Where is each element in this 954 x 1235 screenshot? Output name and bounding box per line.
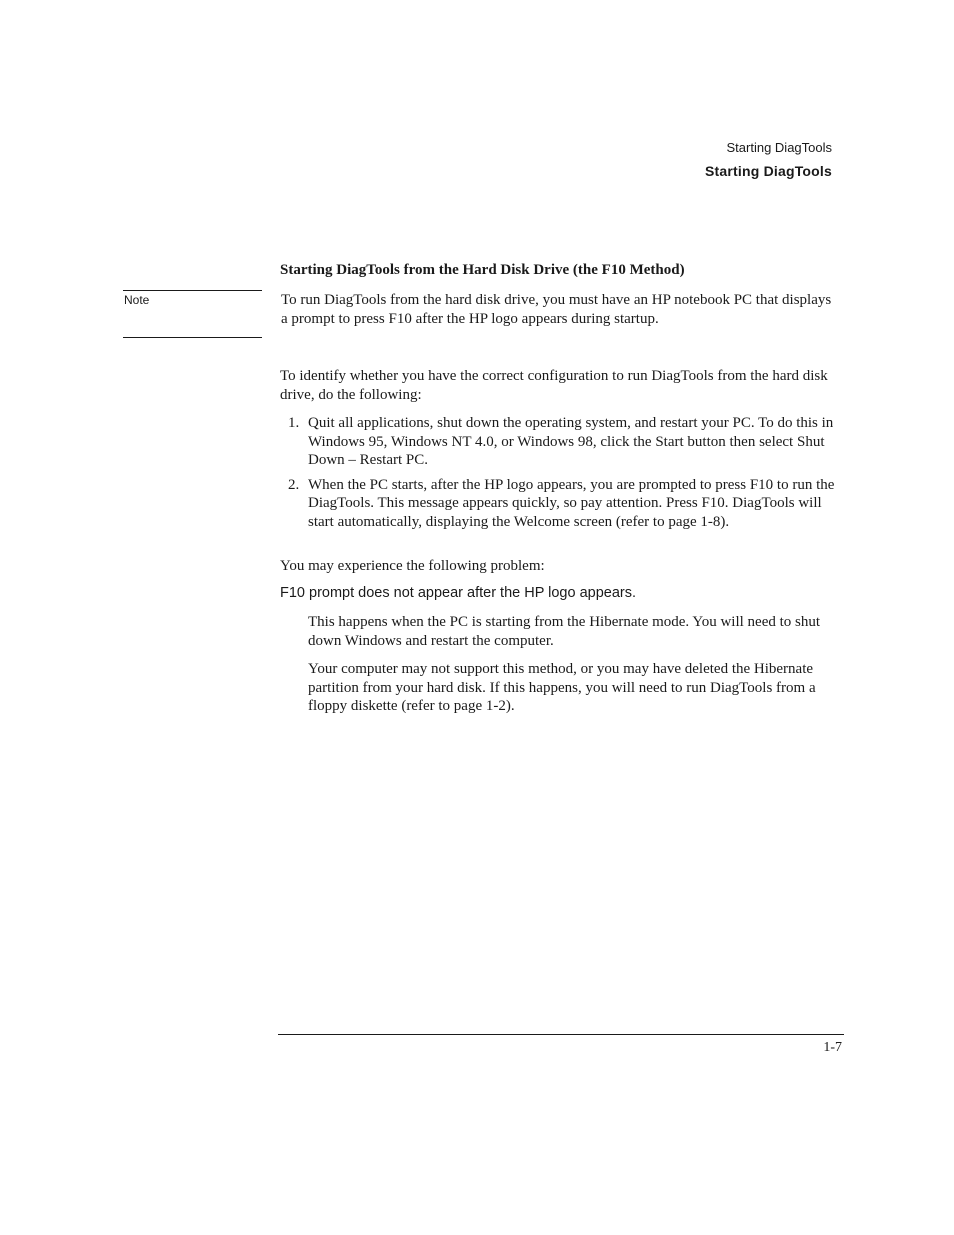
page-number: 1-7: [823, 1040, 842, 1055]
footer-rule: [278, 1034, 844, 1035]
problem-title: F10 prompt does not appear after the HP logo appears.: [280, 585, 637, 601]
step-number: 1.: [288, 415, 300, 431]
step-text: Quit all applications, shut down the operating system, and restart your PC. To do this in Windows 95, Windows NT 4.0, or Windows 98, click the Start button then select Shut Down – Restart PC.: [308, 415, 834, 468]
running-header-section: Starting DiagTools: [704, 163, 832, 179]
note-text: To run DiagTools from the hard disk drive, you must have an HP notebook PC that displays a prompt to press F10 after the HP logo appears during startup.: [281, 292, 832, 327]
step-text: When the PC starts, after the HP logo appears, you are prompted to press F10 to run the DiagTools. This message appears quickly, so pay attention. Press F10. DiagTools will start automatically, displaying the Welcome screen (refer to page 1-8).: [308, 476, 835, 530]
solution-paragraph: This happens when the PC is starting from the Hibernate mode. You will need to shut down Windows and restart the computer.: [308, 614, 821, 649]
steps-list: [280, 414, 842, 537]
note-label: Note: [124, 293, 150, 307]
running-header-chapter: Starting DiagTools: [726, 140, 832, 155]
step-number: 2.: [288, 476, 300, 493]
intro-paragraph: To identify whether you have the correct configuration to run DiagTools from the hard disk drive, do the following:: [280, 368, 828, 403]
section-heading: Starting DiagTools from the Hard Disk Drive (the F10 Method): [280, 262, 685, 278]
list-item: [280, 476, 842, 532]
solution-paragraph: Your computer may not support this method, or you may have deleted the Hibernate partition from your hard disk. If this happens, you will need to run DiagTools from a floppy diskette (refer to page 1-2).: [308, 661, 816, 714]
note-bottom-rule: [123, 337, 262, 338]
list-item: [280, 414, 842, 470]
experience-paragraph: You may experience the following problem:: [280, 558, 545, 574]
note-top-rule: [123, 290, 262, 291]
